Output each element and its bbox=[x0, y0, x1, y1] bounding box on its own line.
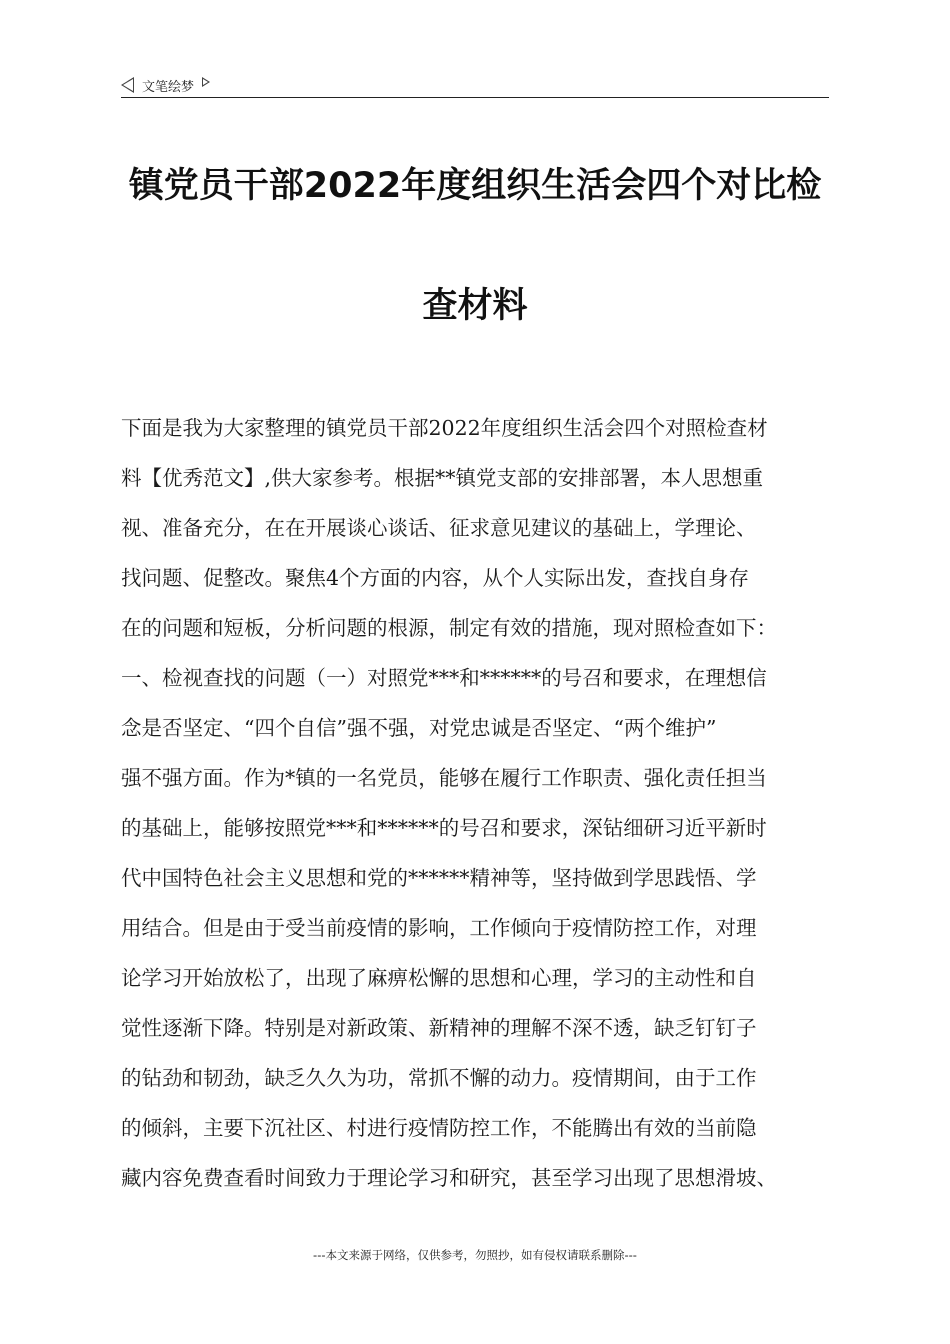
document-title-line-1: 镇党员干部2022年度组织生活会四个对比检 bbox=[128, 166, 822, 206]
triangle-left-icon bbox=[121, 77, 134, 93]
body-line: 视、准备充分，在在开展谈心谈话、征求意见建议的基础上，学理论、 bbox=[121, 516, 757, 540]
footer-disclaimer: ---本文来源于网络，仅供参考，勿照抄，如有侵权请联系删除--- bbox=[313, 1248, 637, 1262]
triangle-right-icon bbox=[202, 77, 210, 87]
body-line: 的基础上，能够按照党***和******的号召和要求，深钻细研习近平新时 bbox=[121, 816, 767, 840]
body-line: 代中国特色社会主义思想和党的******精神等，坚持做到学思践悟、学 bbox=[121, 866, 757, 890]
brand-name: 文笔绘梦 bbox=[142, 79, 195, 95]
body-line: 一、检视查找的问题（一）对照党***和******的号召和要求，在理想信 bbox=[121, 666, 767, 690]
body-line: 藏内容免费查看时间致力于理论学习和研究，甚至学习出现了思想滑坡、 bbox=[121, 1166, 777, 1190]
body-line: 料【优秀范文】,供大家参考。根据**镇党支部的安排部署，本人思想重 bbox=[121, 466, 764, 490]
body-line: 的倾斜，主要下沉社区、村进行疫情防控工作，不能腾出有效的当前隐 bbox=[121, 1116, 757, 1140]
header-brand bbox=[121, 72, 210, 98]
body-line: 下面是我为大家整理的镇党员干部2022年度组织生活会四个对照检查材 bbox=[121, 416, 768, 440]
document-body bbox=[121, 410, 843, 1210]
body-line: 在的问题和短板，分析问题的根源，制定有效的措施，现对照检查如下： bbox=[121, 616, 777, 640]
body-line: 强不强方面。作为*镇的一名党员，能够在履行工作职责、强化责任担当 bbox=[121, 766, 767, 790]
body-line: 觉性逐渐下降。特别是对新政策、新精神的理解不深不透，缺乏钉钉子 bbox=[121, 1016, 757, 1040]
body-line: 用结合。但是由于受当前疫情的影响，工作倾向于疫情防控工作，对理 bbox=[121, 916, 757, 940]
document-title-line-2: 查材料 bbox=[422, 286, 528, 326]
body-line: 的钻劲和韧劲，缺乏久久为功，常抓不懈的动力。疫情期间，由于工作 bbox=[121, 1066, 757, 1090]
header-divider bbox=[121, 97, 829, 98]
body-line: 念是否坚定、“四个自信”强不强，对党忠诚是否坚定、“两个维护” bbox=[121, 716, 717, 740]
body-line: 论学习开始放松了，出现了麻痹松懈的思想和心理，学习的主动性和自 bbox=[121, 966, 757, 990]
body-line: 找问题、促整改。聚焦4个方面的内容，从个人实际出发，查找自身存 bbox=[121, 566, 750, 590]
